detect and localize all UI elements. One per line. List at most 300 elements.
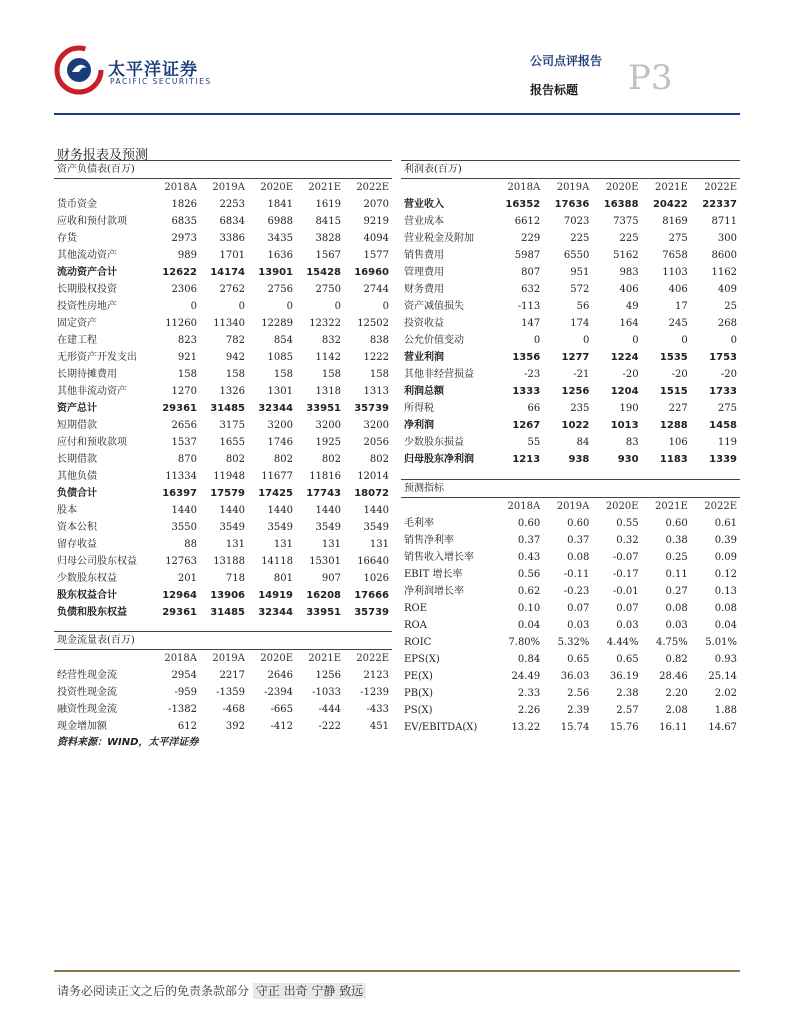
value-cell: 0.08 xyxy=(567,552,590,563)
value-cell: 854 xyxy=(273,335,293,346)
row-label: 归母股东净利润 xyxy=(404,454,474,465)
value-cell: 1326 xyxy=(219,386,245,397)
value-cell: 31485 xyxy=(210,607,245,618)
year-header: 2018A xyxy=(164,653,197,664)
data-source: 资料来源：WIND，太平洋证券 xyxy=(57,737,199,748)
value-cell: 20422 xyxy=(652,199,688,210)
value-cell: 36.03 xyxy=(560,671,590,682)
value-cell: 1162 xyxy=(711,267,737,278)
value-cell: 0.37 xyxy=(517,535,541,546)
value-cell: -1239 xyxy=(360,687,389,698)
value-cell: 0.13 xyxy=(714,586,737,597)
value-cell: 5.01% xyxy=(705,637,737,648)
value-cell: 2217 xyxy=(219,670,245,681)
value-cell: 612 xyxy=(177,721,197,732)
value-cell: 870 xyxy=(177,454,197,465)
value-cell: 406 xyxy=(619,284,639,295)
value-cell: 938 xyxy=(568,454,590,465)
value-cell: 1753 xyxy=(709,352,737,363)
value-cell: -20 xyxy=(671,369,688,380)
value-cell: 158 xyxy=(321,369,341,380)
row-label: 长期股权投资 xyxy=(57,284,117,295)
value-cell: -412 xyxy=(270,721,293,732)
value-cell: 3828 xyxy=(315,233,341,244)
table-row xyxy=(54,485,392,502)
year-header: 2019A xyxy=(556,501,590,512)
value-cell: 1026 xyxy=(363,573,389,584)
value-cell: 3386 xyxy=(219,233,245,244)
table-row xyxy=(54,366,392,383)
row-label: EPS(X) xyxy=(404,654,440,665)
row-label: 投资收益 xyxy=(404,318,444,329)
value-cell: 131 xyxy=(369,539,389,550)
table-title-row xyxy=(54,632,392,650)
value-cell: 2.26 xyxy=(517,705,541,716)
value-cell: 3175 xyxy=(219,420,245,431)
row-label: 销售费用 xyxy=(404,250,444,261)
row-label: 少数股东权益 xyxy=(57,573,117,584)
value-cell: 3200 xyxy=(267,420,293,431)
row-label: 营业成本 xyxy=(404,216,444,227)
value-cell: 6988 xyxy=(267,216,293,227)
page-number: P3 xyxy=(628,58,673,98)
value-cell: 11948 xyxy=(213,471,245,482)
value-cell: 0.12 xyxy=(714,569,737,580)
value-cell: 392 xyxy=(225,721,245,732)
table-row xyxy=(401,264,740,281)
value-cell: 1256 xyxy=(561,386,590,397)
table-row xyxy=(401,702,740,719)
value-cell: 2.56 xyxy=(567,688,590,699)
value-cell: 11816 xyxy=(309,471,341,482)
value-cell: 1841 xyxy=(267,199,293,210)
value-cell: 0.60 xyxy=(517,518,541,529)
value-cell: 13188 xyxy=(213,556,245,567)
value-cell: 28.46 xyxy=(659,671,688,682)
value-cell: 0 xyxy=(632,335,639,346)
value-cell: 174 xyxy=(570,318,590,329)
value-cell: 0.07 xyxy=(616,603,639,614)
row-label: 营业利润 xyxy=(404,352,444,363)
row-label: ROE xyxy=(404,603,428,614)
row-label: 固定资产 xyxy=(57,318,97,329)
table-row xyxy=(401,230,740,247)
row-label: 公允价值变动 xyxy=(404,335,464,346)
table-row xyxy=(401,549,740,566)
year-header: 2021E xyxy=(308,182,341,193)
value-cell: 6612 xyxy=(514,216,541,227)
value-cell: 12763 xyxy=(165,556,197,567)
table-row xyxy=(401,600,740,617)
value-cell: 2973 xyxy=(171,233,197,244)
year-header: 2020E xyxy=(605,501,639,512)
value-cell: 4.75% xyxy=(655,637,688,648)
value-cell: -23 xyxy=(524,369,541,380)
value-cell: 31485 xyxy=(210,403,245,414)
year-header: 2022E xyxy=(356,653,389,664)
table-row xyxy=(401,617,740,634)
value-cell: 1619 xyxy=(315,199,341,210)
row-label: 归母公司股东权益 xyxy=(57,556,137,567)
table-row xyxy=(54,553,392,570)
value-cell: 3549 xyxy=(315,522,341,533)
value-cell: 2.39 xyxy=(567,705,590,716)
header-divider xyxy=(54,113,740,115)
year-header-row xyxy=(54,650,392,668)
table-title: 预测指标 xyxy=(401,480,740,498)
blank-cell xyxy=(401,498,494,516)
value-cell: 0.09 xyxy=(714,552,737,563)
year-header-row xyxy=(401,179,740,197)
value-cell: 14919 xyxy=(258,590,293,601)
value-cell: 1022 xyxy=(561,420,590,431)
row-label: 长期借款 xyxy=(57,454,97,465)
value-cell: 88 xyxy=(184,539,197,550)
value-cell: 5162 xyxy=(613,250,639,261)
value-cell: 11334 xyxy=(165,471,197,482)
value-cell: 22337 xyxy=(702,199,737,210)
table-title: 资产负债表(百万) xyxy=(54,161,392,179)
value-cell: 0 xyxy=(681,335,688,346)
logo-english-name: PACIFIC SECURITIES xyxy=(110,77,212,86)
value-cell: 13906 xyxy=(210,590,245,601)
logo-emblem-icon xyxy=(54,42,104,98)
value-cell: 8415 xyxy=(315,216,341,227)
value-cell: 921 xyxy=(177,352,197,363)
value-cell: 16388 xyxy=(603,199,639,210)
table-row xyxy=(54,468,392,485)
row-label: 货币资金 xyxy=(57,199,97,210)
value-cell: 1256 xyxy=(315,670,341,681)
table-row xyxy=(401,566,740,583)
row-label: PS(X) xyxy=(404,705,433,716)
value-cell: 1458 xyxy=(709,420,737,431)
table-row xyxy=(401,349,740,366)
value-cell: 1356 xyxy=(512,352,541,363)
value-cell: 56 xyxy=(576,301,590,312)
year-header: 2018A xyxy=(164,182,197,193)
value-cell: 29361 xyxy=(162,607,197,618)
value-cell: 1515 xyxy=(659,386,688,397)
row-label: 销售净利率 xyxy=(404,535,454,546)
value-cell: 16640 xyxy=(357,556,389,567)
value-cell: 1288 xyxy=(659,420,688,431)
value-cell: 1301 xyxy=(267,386,293,397)
value-cell: 3200 xyxy=(363,420,389,431)
value-cell: 1224 xyxy=(610,352,639,363)
table-row xyxy=(54,536,392,553)
table-row xyxy=(54,349,392,366)
value-cell: 2.02 xyxy=(714,688,737,699)
year-header: 2020E xyxy=(260,182,293,193)
table-row xyxy=(401,685,740,702)
value-cell: 0.03 xyxy=(665,620,688,631)
value-cell: 25.14 xyxy=(708,671,737,682)
value-cell: 5.32% xyxy=(557,637,590,648)
value-cell: -0.11 xyxy=(563,569,590,580)
year-header: 2021E xyxy=(308,653,341,664)
blank-cell xyxy=(401,179,494,197)
table-row xyxy=(401,213,740,230)
value-cell: 3200 xyxy=(315,420,341,431)
value-cell: 0.11 xyxy=(665,569,688,580)
value-cell: 0.84 xyxy=(517,654,541,665)
value-cell: 6835 xyxy=(171,216,197,227)
value-cell: -444 xyxy=(318,704,341,715)
row-label: 投资性房地产 xyxy=(57,301,117,312)
value-cell: 15.74 xyxy=(560,722,590,733)
value-cell: 0 xyxy=(730,335,737,346)
value-cell: 0.56 xyxy=(517,569,541,580)
value-cell: -20 xyxy=(622,369,639,380)
table-title-row xyxy=(54,161,392,179)
table-row xyxy=(54,684,392,701)
blank-cell xyxy=(54,650,152,668)
value-cell: 201 xyxy=(177,573,197,584)
row-label: 存货 xyxy=(57,233,77,244)
value-cell: 3549 xyxy=(363,522,389,533)
value-cell: 3549 xyxy=(267,522,293,533)
table-row xyxy=(401,651,740,668)
year-header-row xyxy=(401,498,740,516)
table-row xyxy=(401,532,740,549)
value-cell: -21 xyxy=(573,369,590,380)
table-row xyxy=(401,719,740,736)
value-cell: -1033 xyxy=(312,687,341,698)
row-label: 销售收入增长率 xyxy=(404,552,474,563)
value-cell: 0.39 xyxy=(714,535,737,546)
value-cell: -0.01 xyxy=(612,586,639,597)
value-cell: 1277 xyxy=(561,352,590,363)
value-cell: 2656 xyxy=(171,420,197,431)
year-header: 2021E xyxy=(655,182,688,193)
value-cell: -959 xyxy=(174,687,197,698)
value-cell: 1535 xyxy=(659,352,688,363)
table-row xyxy=(401,332,740,349)
value-cell: 275 xyxy=(717,403,737,414)
value-cell: -468 xyxy=(222,704,245,715)
table-row xyxy=(401,434,740,451)
table-row xyxy=(401,366,740,383)
value-cell: 802 xyxy=(369,454,389,465)
value-cell: 1085 xyxy=(267,352,293,363)
value-cell: 225 xyxy=(570,233,590,244)
value-cell: 17425 xyxy=(258,488,293,499)
row-label: 营业收入 xyxy=(404,199,444,210)
value-cell: 0 xyxy=(286,301,293,312)
value-cell: 6834 xyxy=(219,216,245,227)
row-label: 其他流动资产 xyxy=(57,250,117,261)
value-cell: 12622 xyxy=(162,267,197,278)
row-label: 净利润增长率 xyxy=(404,586,464,597)
value-cell: 29361 xyxy=(162,403,197,414)
value-cell: 1339 xyxy=(709,454,737,465)
value-cell: -0.23 xyxy=(563,586,590,597)
value-cell: 14.67 xyxy=(708,722,737,733)
value-cell: 4.44% xyxy=(606,637,639,648)
row-label: 应付和预收款项 xyxy=(57,437,127,448)
value-cell: 0.60 xyxy=(665,518,688,529)
value-cell: 2.20 xyxy=(665,688,688,699)
value-cell: 1183 xyxy=(659,454,688,465)
value-cell: 15428 xyxy=(306,267,341,278)
footer-divider xyxy=(54,970,740,972)
value-cell: 8711 xyxy=(711,216,737,227)
value-cell: 131 xyxy=(321,539,341,550)
table-row xyxy=(54,332,392,349)
report-title: 报告标题 xyxy=(530,83,579,97)
table-row xyxy=(54,298,392,315)
value-cell: 802 xyxy=(225,454,245,465)
row-label: 其他非流动资产 xyxy=(57,386,127,397)
value-cell: 1440 xyxy=(315,505,341,516)
value-cell: 15301 xyxy=(309,556,341,567)
table-title: 现金流量表(百万) xyxy=(54,632,392,650)
cash-flow-table xyxy=(54,631,392,735)
table-row xyxy=(54,264,392,281)
value-cell: 268 xyxy=(717,318,737,329)
table-row xyxy=(54,383,392,400)
value-cell: 14174 xyxy=(210,267,245,278)
row-label: EV/EBITDA(X) xyxy=(404,722,478,733)
table-row xyxy=(54,502,392,519)
value-cell: 572 xyxy=(570,284,590,295)
value-cell: 1440 xyxy=(267,505,293,516)
row-label: 负债和股东权益 xyxy=(57,607,127,618)
value-cell: -0.17 xyxy=(612,569,639,580)
table-row xyxy=(401,417,740,434)
value-cell: 0 xyxy=(382,301,389,312)
value-cell: 66 xyxy=(527,403,541,414)
row-label: 少数股东损益 xyxy=(404,437,464,448)
table-row xyxy=(401,315,740,332)
value-cell: 718 xyxy=(225,573,245,584)
value-cell: 1103 xyxy=(662,267,688,278)
value-cell: 0 xyxy=(334,301,341,312)
value-cell: 190 xyxy=(619,403,639,414)
value-cell: 7.80% xyxy=(508,637,541,648)
table-row xyxy=(54,701,392,718)
value-cell: 0.04 xyxy=(714,620,737,631)
value-cell: 18072 xyxy=(354,488,389,499)
company-motto: 守正 出奇 宁静 致远 xyxy=(253,983,366,999)
value-cell: 1313 xyxy=(363,386,389,397)
value-cell: 451 xyxy=(369,721,389,732)
value-cell: 1655 xyxy=(219,437,245,448)
table-row xyxy=(54,519,392,536)
value-cell: 0.27 xyxy=(665,586,688,597)
table-row xyxy=(54,230,392,247)
row-label: 长期待摊费用 xyxy=(57,369,117,380)
value-cell: 1318 xyxy=(315,386,341,397)
value-cell: 7658 xyxy=(662,250,688,261)
value-cell: 3435 xyxy=(267,233,293,244)
value-cell: -2394 xyxy=(264,687,293,698)
value-cell: 1701 xyxy=(219,250,245,261)
value-cell: 35739 xyxy=(354,403,389,414)
value-cell: 12014 xyxy=(357,471,389,482)
value-cell: 300 xyxy=(717,233,737,244)
company-logo xyxy=(54,42,254,102)
value-cell: 131 xyxy=(225,539,245,550)
row-label: 股东权益合计 xyxy=(57,590,117,601)
value-cell: 2253 xyxy=(219,199,245,210)
value-cell: 2750 xyxy=(315,284,341,295)
value-cell: -1359 xyxy=(216,687,245,698)
value-cell: 9219 xyxy=(363,216,389,227)
value-cell: 25 xyxy=(724,301,737,312)
value-cell: 1440 xyxy=(171,505,197,516)
table-row xyxy=(401,400,740,417)
value-cell: 275 xyxy=(668,233,688,244)
value-cell: 33951 xyxy=(306,607,341,618)
value-cell: 1440 xyxy=(219,505,245,516)
value-cell: 0.60 xyxy=(567,518,590,529)
value-cell: 1440 xyxy=(363,505,389,516)
value-cell: 3549 xyxy=(219,522,245,533)
table-row xyxy=(401,634,740,651)
value-cell: 0.38 xyxy=(665,535,688,546)
value-cell: 13901 xyxy=(258,267,293,278)
row-label: 应收和预付款项 xyxy=(57,216,127,227)
value-cell: 907 xyxy=(321,573,341,584)
value-cell: 227 xyxy=(668,403,688,414)
year-header: 2019A xyxy=(212,182,245,193)
value-cell: 17636 xyxy=(554,199,590,210)
year-header: 2020E xyxy=(260,653,293,664)
value-cell: 235 xyxy=(570,403,590,414)
value-cell: 2756 xyxy=(267,284,293,295)
value-cell: 1267 xyxy=(512,420,541,431)
value-cell: -113 xyxy=(517,301,541,312)
value-cell: 1746 xyxy=(267,437,293,448)
value-cell: 2070 xyxy=(363,199,389,210)
value-cell: 989 xyxy=(177,250,197,261)
value-cell: 632 xyxy=(521,284,541,295)
value-cell: 11677 xyxy=(261,471,293,482)
value-cell: 1826 xyxy=(171,199,197,210)
value-cell: 0 xyxy=(533,335,541,346)
year-header: 2018A xyxy=(507,501,541,512)
year-header: 2022E xyxy=(704,182,737,193)
value-cell: 15.76 xyxy=(609,722,639,733)
section-title: 财务报表及预测 xyxy=(57,148,149,163)
value-cell: 1213 xyxy=(512,454,541,465)
row-label: ROIC xyxy=(404,637,432,648)
value-cell: -1382 xyxy=(168,704,197,715)
value-cell: 0.37 xyxy=(567,535,590,546)
table-row xyxy=(401,515,740,532)
value-cell: 1142 xyxy=(315,352,341,363)
report-type: 公司点评报告 xyxy=(530,54,603,68)
value-cell: 1333 xyxy=(512,386,541,397)
value-cell: 119 xyxy=(717,437,737,448)
value-cell: 16.11 xyxy=(659,722,688,733)
value-cell: 12322 xyxy=(309,318,341,329)
table-row xyxy=(401,668,740,685)
value-cell: 406 xyxy=(668,284,688,295)
value-cell: 158 xyxy=(177,369,197,380)
value-cell: 1537 xyxy=(171,437,197,448)
year-header: 2021E xyxy=(655,501,688,512)
table-row xyxy=(54,667,392,684)
value-cell: 17579 xyxy=(210,488,245,499)
value-cell: 930 xyxy=(617,454,639,465)
value-cell: 12502 xyxy=(357,318,389,329)
value-cell: 0.04 xyxy=(517,620,541,631)
value-cell: 2.57 xyxy=(616,705,639,716)
table-row xyxy=(401,451,740,468)
